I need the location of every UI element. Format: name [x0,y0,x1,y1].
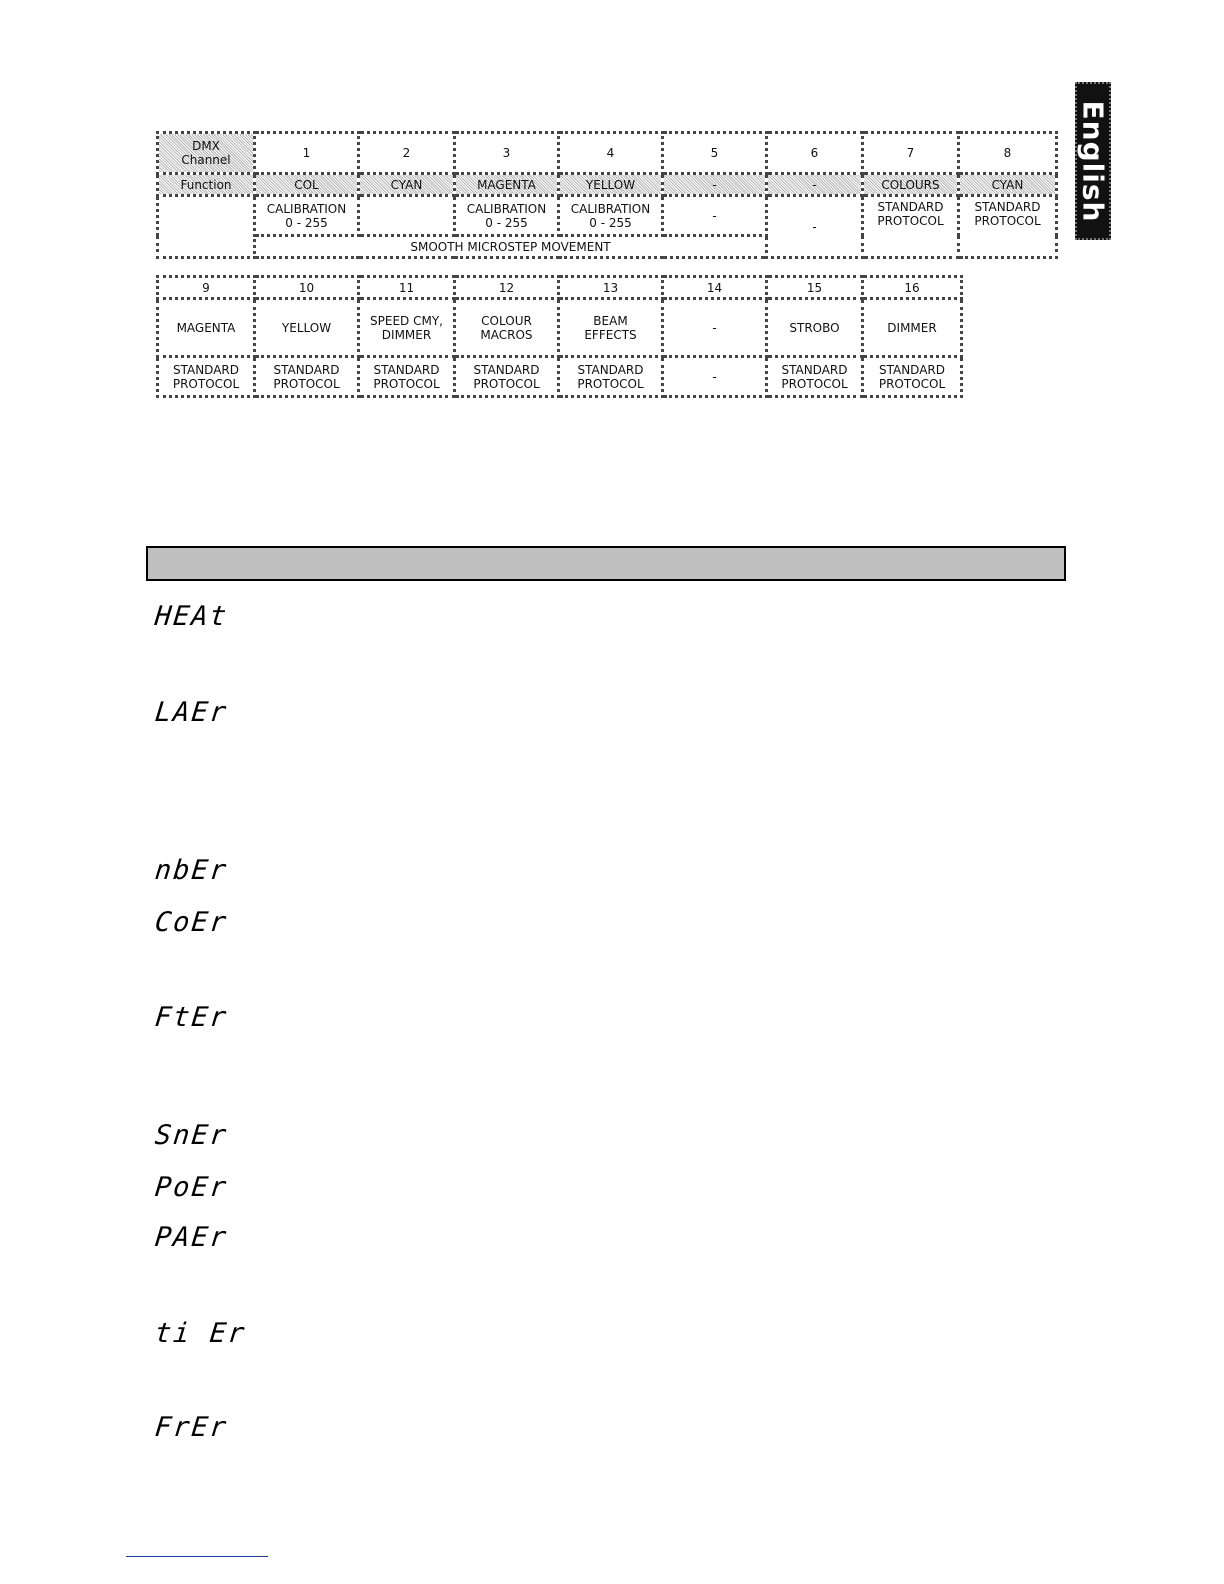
table-cell: STANDARD PROTOCOL [959,196,1057,258]
error-code: CoEr [153,907,230,938]
table-cell: DMX Channel [158,133,255,174]
table-row [158,174,1057,196]
error-code: LAEr [153,697,230,728]
table-cell: STANDARD PROTOCOL [359,357,455,397]
table-cell: CYAN [959,174,1057,196]
table-cell [359,196,455,236]
section-header-bar [146,546,1066,581]
table-cell: Function [158,174,255,196]
table-cell: STANDARD PROTOCOL [158,357,255,397]
dmx-channel-table-2 [156,275,963,398]
table-cell: 11 [359,277,455,299]
table-header-row [158,133,1057,174]
table-cell: - [663,299,767,357]
table-cell: COLOURS [863,174,959,196]
table-cell: CALIBRATION 0 - 255 [455,196,559,236]
table-cell: STANDARD PROTOCOL [455,357,559,397]
table-cell: YELLOW [255,299,359,357]
table-cell: CALIBRATION 0 - 255 [255,196,359,236]
error-code: PoEr [153,1172,230,1203]
english-tab-label: English [1076,100,1110,222]
english-section-tab [1075,82,1111,240]
table-cell: 4 [559,133,663,174]
table-cell: 9 [158,277,255,299]
table-cell: 12 [455,277,559,299]
table-cell: 7 [863,133,959,174]
table-cell: STANDARD PROTOCOL [767,357,863,397]
smooth-microstep-span-cell: SMOOTH MICROSTEP MOVEMENT [255,236,767,258]
table-cell: - [663,196,767,236]
table-cell [158,196,255,258]
table-cell: STANDARD PROTOCOL [255,357,359,397]
table-cell: 13 [559,277,663,299]
table-cell: 5 [663,133,767,174]
table-cell: YELLOW [559,174,663,196]
table-cell: 3 [455,133,559,174]
error-code: SnEr [153,1120,230,1151]
table-cell: MAGENTA [455,174,559,196]
table-cell: MAGENTA [158,299,255,357]
table-cell: CALIBRATION 0 - 255 [559,196,663,236]
footer-rule [126,1556,268,1557]
table-cell: CYAN [359,174,455,196]
table-cell: 10 [255,277,359,299]
table-cell: STANDARD PROTOCOL [863,357,962,397]
error-code: PAEr [153,1222,230,1253]
error-code: ti Er [153,1318,248,1349]
table-cell: COL [255,174,359,196]
table-cell: 8 [959,133,1057,174]
table-cell: - [767,174,863,196]
table-row [158,357,962,397]
table-cell: - [663,357,767,397]
table-cell: BEAM EFFECTS [559,299,663,357]
table-cell: - [663,174,767,196]
table-cell: 1 [255,133,359,174]
table-header-row [158,277,962,299]
table-cell: COLOUR MACROS [455,299,559,357]
error-code: HEAt [153,601,230,632]
table-cell: 2 [359,133,455,174]
table-cell: - [767,196,863,258]
table-cell: 6 [767,133,863,174]
table-cell: 16 [863,277,962,299]
table-cell: STANDARD PROTOCOL [863,196,959,258]
table-cell: STANDARD PROTOCOL [559,357,663,397]
error-code: nbEr [153,855,230,886]
table-row [158,196,1057,236]
table-cell: DIMMER [863,299,962,357]
dmx-channel-table-1 [156,131,1058,259]
table-row [158,299,962,357]
error-code: FrEr [153,1412,230,1443]
table-cell: 15 [767,277,863,299]
error-code: FtEr [153,1002,230,1033]
table-cell: SPEED CMY, DIMMER [359,299,455,357]
table-cell: STROBO [767,299,863,357]
table-cell: 14 [663,277,767,299]
